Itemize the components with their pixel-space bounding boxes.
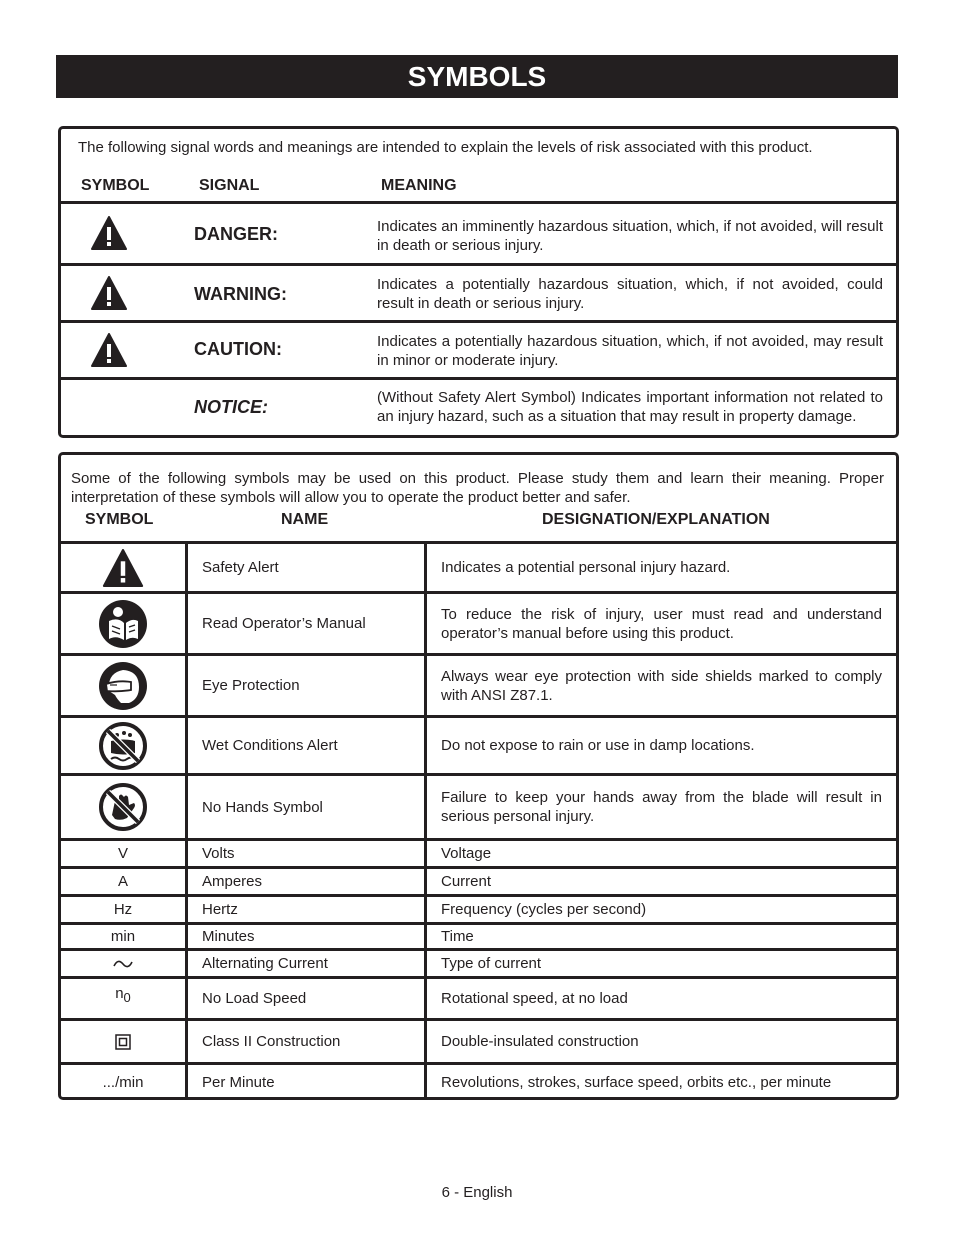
safety-alert-icon [91,333,127,367]
table-row [61,591,896,653]
symbol-explanation: Do not expose to rain or use in damp locations. [441,737,755,754]
symbol-text: V [117,845,128,862]
signal-meaning: Indicates a potentially hazardous situation, which, if not avoided, could result in death or serious injury. [377,276,883,312]
signal-meaning: Indicates an imminently hazardous situation, which, if not avoided, will result in death or serious injury. [377,218,883,254]
symbol-explanation: Rotational speed, at no load [441,990,628,1007]
table-row [61,894,896,922]
signal-header-signal: SIGNAL [199,177,260,194]
signal-word: NOTICE: [194,397,268,417]
table-row [61,653,896,715]
symbol-name: Alternating Current [185,951,424,976]
table-row [61,773,896,838]
alternating-current-icon [113,958,133,970]
symbol-text: min [110,928,136,945]
table-row [61,922,896,948]
eye-protection-icon [97,661,149,711]
symbols-header-symbol: SYMBOL [85,511,154,528]
symbol-name: Read Operator’s Manual [185,594,424,653]
signal-intro: The following signal words and meanings are intended to explain the levels of risk associated with this product. [78,139,813,156]
signal-word: WARNING: [194,284,287,304]
symbol-text: .../min [102,1074,144,1091]
signal-header-symbol: SYMBOL [81,177,150,194]
symbol-text: n [115,985,124,1002]
signal-meaning: (Without Safety Alert Symbol) Indicates important information not related to an injury hazard, such as a situation that may result in property damage. [377,389,883,425]
symbol-explanation: Frequency (cycles per second) [441,901,647,918]
table-row [61,541,896,591]
signal-row-caution [61,320,896,377]
symbol-explanation: Current [441,873,492,890]
table-row [61,948,896,976]
symbol-name: Per Minute [185,1065,424,1100]
table-row [61,1062,896,1100]
symbol-name: Class II Construction [185,1021,424,1062]
table-row [61,976,896,1018]
page-title: SYMBOLS [56,55,898,98]
symbols-header-designation: DESIGNATION/EXPLANATION [542,511,770,528]
safety-alert-icon [91,216,127,250]
symbol-explanation: Type of current [441,955,542,972]
symbol-name: No Load Speed [185,979,424,1018]
signal-meaning: Indicates a potentially hazardous situation, which, if not avoided, may result in minor or moderate injury. [377,333,883,369]
symbol-explanation: To reduce the risk of injury, user must read and understand operator’s manual before using this product. [441,605,882,642]
signal-header-meaning: MEANING [381,177,457,194]
symbol-explanation: Voltage [441,845,492,862]
symbols-header-name: NAME [281,511,329,528]
symbol-name: Volts [185,841,424,866]
table-row [61,866,896,894]
symbol-name: No Hands Symbol [185,776,424,838]
symbol-name: Amperes [185,869,424,894]
symbol-explanation: Time [441,928,474,945]
table-row [61,838,896,866]
safety-alert-icon [101,549,145,587]
symbol-name: Wet Conditions Alert [185,718,424,773]
safety-alert-icon [91,276,127,310]
table-row [61,715,896,773]
signal-row-warning [61,263,896,320]
table-row [61,1018,896,1062]
symbol-name: Hertz [185,897,424,922]
symbol-name: Safety Alert [185,544,424,591]
signal-words-box [58,126,899,438]
signal-row-danger [61,201,896,263]
class-ii-construction-icon [115,1034,131,1050]
symbol-name: Minutes [185,925,424,948]
symbol-explanation: Double-insulated construction [441,1033,639,1050]
signal-row-notice [61,377,896,438]
symbol-subscript: 0 [123,990,131,1005]
signal-word: DANGER: [194,224,278,244]
wet-conditions-icon [99,722,147,770]
symbol-explanation: Revolutions, strokes, surface speed, orbits etc., per minute [441,1074,832,1091]
signal-word: CAUTION: [194,339,282,359]
symbol-explanation: Always wear eye protection with side shields marked to comply with ANSI Z87.1. [441,667,882,704]
symbol-text: A [117,873,128,890]
page-footer: 6 - English [441,1184,513,1201]
symbol-explanation: Indicates a potential personal injury hazard. [441,559,731,576]
symbols-intro: Some of the following symbols may be used on this product. Please study them and learn their meaning. Proper interpretation of these symbols will allow you to operate the product better and safer. [71,470,884,506]
symbol-explanation: Failure to keep your hands away from the blade will result in serious personal injury. [441,789,882,825]
read-manual-icon [98,599,148,649]
no-hands-icon [99,783,147,831]
symbols-box [58,452,899,1100]
symbol-name: Eye Protection [185,656,424,715]
symbol-text: Hz [113,901,133,918]
